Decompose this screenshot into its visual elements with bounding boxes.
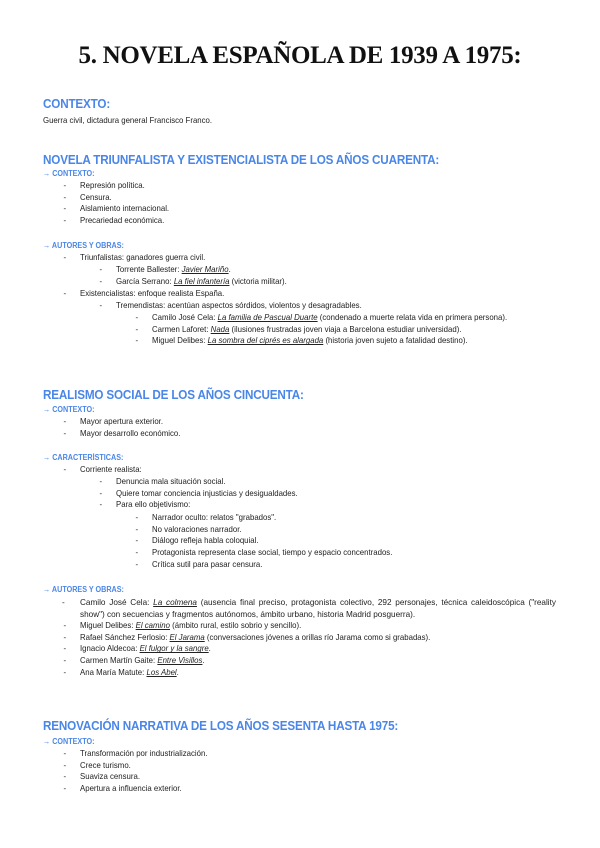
work-note: (victoria militar). [229,275,287,286]
list-item: - Aislamiento internacional. [80,203,169,215]
list-caracteristicas [80,464,147,476]
list-tremendistas-autores [152,312,538,347]
label-contexto-40: → CONTEXTO: [43,169,95,178]
list-triunfalistas [116,264,302,287]
work-title: El fulgor y la sangre [139,643,209,654]
list-tremendistas [116,300,383,312]
list-item: - Tremendistas: acentúan aspectos sórdidos, violentos y desagradables. [116,300,362,312]
list-item: - Mayor apertura exterior. [80,416,180,428]
list-item: - Narrador oculto: relatos "grabados". [152,512,392,524]
label-contexto-60: → CONTEXTO: [43,737,95,746]
list-item: - Corriente realista: [80,464,142,476]
author-name: Camilo José Cela: [152,312,218,322]
list-item [152,324,507,336]
list-item: - Denuncia mala situación social. [116,476,298,488]
list-contexto-40 [80,180,177,227]
work-note: . [176,666,179,677]
list-item [80,643,518,655]
work-title: Los Abel [146,666,177,677]
list-item: - Crece turismo. [80,760,207,772]
work-note: (historia joven sujeto a fatalidad destino). [323,335,468,346]
author-name: Carmen Laforet: [152,323,211,334]
work-note: (ilusiones frustradas joven viaja a Barcelona estudiar universidad). [229,323,462,334]
author-name: Miguel Delibes: [152,335,208,346]
work-title: Javier Mariño [181,264,229,274]
page-title: 5. NOVELA ESPAÑOLA DE 1939 A 1975: [78,42,522,69]
work-title: El camino [135,620,170,630]
list-item [80,620,518,632]
work-note: . [228,264,231,274]
list-item [116,264,287,276]
list-item: - Apertura a influencia exterior. [80,783,207,795]
list-autores-40 [80,252,216,264]
author-name: Ana María Matute: [80,666,147,677]
heading-cuarenta: NOVELA TRIUNFALISTA Y EXISTENCIALISTA DE LOS AÑOS CUARENTA: [43,152,440,167]
list-item [80,667,518,679]
work-title: La colmena [153,598,197,607]
list-item: - No valoraciones narrador. [152,524,392,536]
author-name: Rafael Sánchez Ferlosio: [80,631,170,642]
list-item: - Para ello objetivismo: [116,499,298,511]
list-item: - Transformación por industrialización. [80,748,207,760]
work-title: La sombra del ciprés es alargada [207,335,324,346]
list-item: - Precariedad económica. [80,215,169,227]
list-caracteristicas-2 [116,476,314,511]
label-autores-50: → AUTORES Y OBRAS: [43,585,124,594]
work-note: . [202,655,205,666]
list-item [80,655,518,667]
work-title: La familia de Pascual Duarte [217,312,318,322]
list-item: - Suaviza censura. [80,771,207,783]
list-contexto-50 [80,416,189,439]
author-name: Miguel Delibes: [80,620,136,630]
list-item: - Protagonista representa clase social, tiempo y espacio concentrados. [152,547,392,559]
work-note: (condenado a muerte relata vida en primera persona). [317,312,508,322]
work-title: Nada [210,323,230,334]
heading-sesenta: RENOVACIÓN NARRATIVA DE LOS AÑOS SESENTA HASTA 1975: [43,718,399,733]
list-item [152,335,507,347]
list-item: - Quiere tomar conciencia injusticias y desigualdades. [116,488,298,500]
list-item [80,632,518,644]
author-name: Carmen Martín Gaite: [80,655,158,666]
heading-cincuenta: REALISMO SOCIAL DE LOS AÑOS CINCUENTA: [43,387,304,402]
label-autores-40: → AUTORES Y OBRAS: [43,241,124,250]
work-title: Entre Visillos [157,655,203,666]
list-item [80,597,556,620]
list-item: - Mayor desarrollo económico. [80,428,180,440]
list-item: - Crítica sutil para pasar censura. [152,559,392,571]
label-caracteristicas-50: → CARACTERÍSTICAS: [43,453,124,462]
work-note: . [208,643,211,654]
list-item [152,312,507,324]
author-name: Ignacio Aldecoa: [80,643,140,654]
list-item: - Represión política. [80,180,169,192]
list-item: - Diálogo refleja habla coloquial. [152,535,392,547]
list-item: - Censura. [80,192,169,204]
author-name: García Serrano: [116,275,174,286]
author-name: Camilo José Cela: [80,598,154,607]
list-autores-50 [80,597,556,679]
list-item: - Existencialistas: enfoque realista España. [80,288,224,300]
label-contexto-50: → CONTEXTO: [43,405,95,414]
list-item [116,276,287,288]
author-name: Torrente Ballester: [116,264,182,274]
list-objetivismo [152,512,413,571]
contexto-text: Guerra civil, dictadura general Francisco Franco. [43,115,213,125]
work-note: (ausencia final preciso, protagonista colectivo, 292 personajes, técnica caleidoscópica ("reality show") con secuencias y fragmentos autónomos, ámbito urbano, historia Madrid posguerra). [80,598,556,619]
list-item: - Triunfalistas: ganadores guerra civil. [80,252,205,264]
work-title: La fiel infantería [173,275,230,286]
list-contexto-60 [80,748,219,795]
work-note: (conversaciones jóvenes a orillas río Jarama como si grabadas). [204,631,431,642]
list-existencialistas [80,288,237,300]
work-note: (ámbito rural, estilo sobrio y sencillo). [169,620,302,630]
work-title: El Jarama [169,631,205,642]
heading-contexto: CONTEXTO: [43,96,111,111]
